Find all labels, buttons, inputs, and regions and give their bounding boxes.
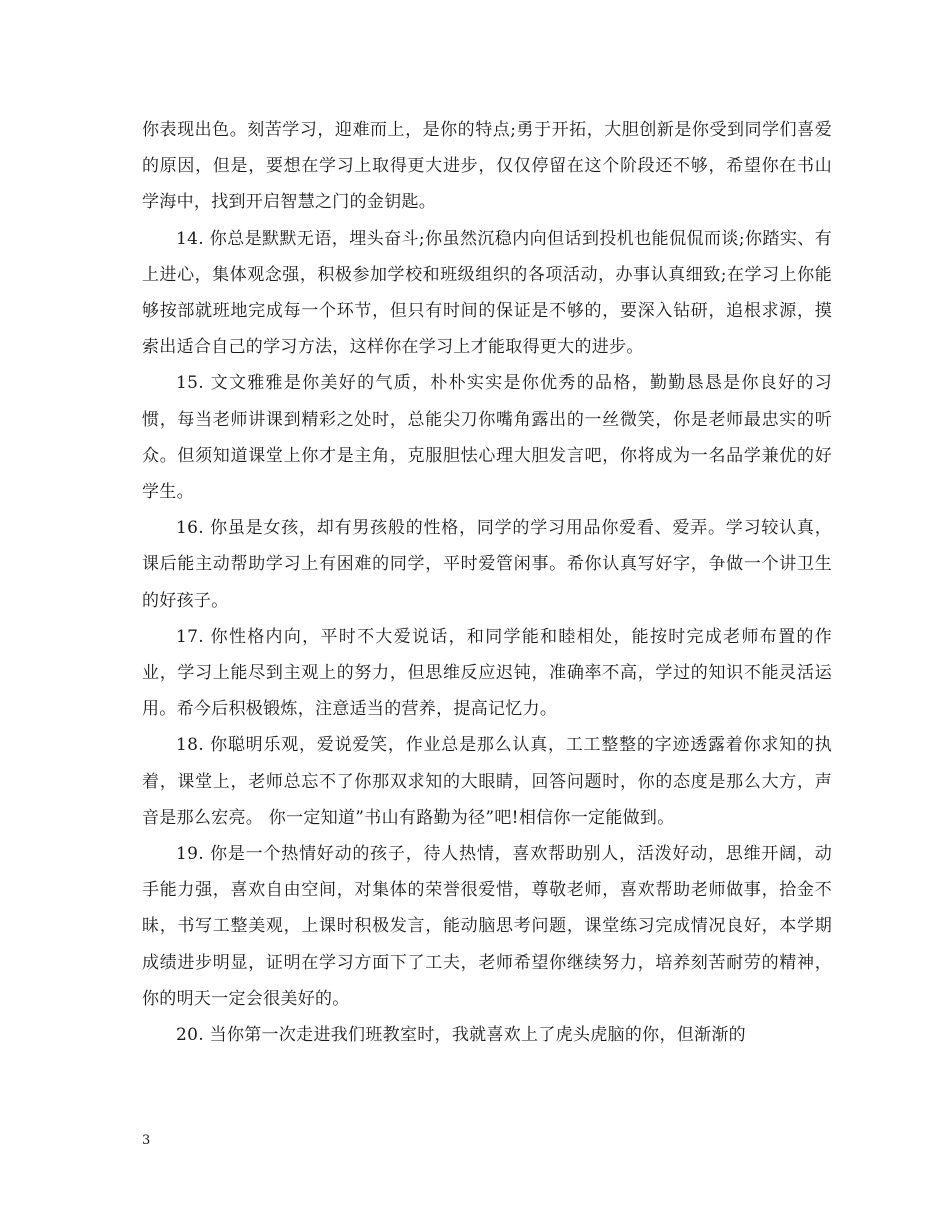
paragraph-16: 16. 你虽是女孩，却有男孩般的性格，同学的学习用品你爱看、爱弄。学习较认真，课后能主动帮助学习上有困难的同学，平时爱管闲事。希你认真写好字，争做一个讲卫生的好孩子。 <box>142 518 832 611</box>
paragraph-15: 15. 文文雅雅是你美好的气质，朴朴实实是你优秀的品格，勤勤恳恳是你良好的习惯，每当老师讲课到精彩之处时，总能尖刀你嘴角露出的一丝微笑，你是老师最忠实的听众。但须知道课堂上你才是主角，克服胆怯心理大胆发言吧，你将成为一名品学兼优的好学生。 <box>142 373 832 503</box>
paragraph-continuation: 你表现出色。刻苦学习，迎难而上，是你的特点;勇于开拓，大胆创新是你受到同学们喜爱的原因，但是，要想在学习上取得更大进步，仅仅停留在这个阶段还不够，希望你在书山学海中，找到开启智慧之门的金钥匙。 <box>142 120 832 213</box>
paragraph-20: 20. 当你第一次走进我们班教室时，我就喜欢上了虎头虎脑的你，但渐渐的 <box>176 1025 746 1046</box>
document-body <box>142 112 832 1053</box>
paragraph-14: 14. 你总是默默无语，埋头奋斗;你虽然沉稳内向但话到投机也能侃侃而谈;你踏实、有上进心，集体观念强，积极参加学校和班级组织的各项活动，办事认真细致;在学习上你能够按部就班地完成每一个环节，但只有时间的保证是不够的，要深入钻研，追根求源，摸索出适合自己的学习方法，这样你在学习上才能取得更大的进步。 <box>142 228 832 358</box>
paragraph-18: 18. 你聪明乐观，爱说爱笑，作业总是那么认真，工工整整的字迹透露着你求知的执着，课堂上，老师总忘不了你那双求知的大眼睛，回答问题时，你的态度是那么大方，声音是那么宏亮。 你一定知道”书山有路勤为径”吧!相信你一定能做到。 <box>142 735 832 828</box>
paragraph-19: 19. 你是一个热情好动的孩子，待人热情，喜欢帮助别人，活泼好动，思维开阔，动手能力强，喜欢自由空间，对集体的荣誉很爱惜，尊敬老师，喜欢帮助老师做事，拾金不昧，书写工整美观，上课时积极发言，能动脑思考问题，课堂练习完成情况良好，本学期成绩进步明显，证明在学习方面下了工夫，老师希望你继续努力，培养刻苦耐劳的精神，你的明天一定会很美好的。 <box>142 844 832 1009</box>
page-number: 3 <box>142 1133 151 1148</box>
paragraph-17: 17. 你性格内向，平时不大爱说话，和同学能和睦相处，能按时完成老师布置的作业，学习上能尽到主观上的努力，但思维反应迟钝，准确率不高，学过的知识不能灵活运用。希今后积极锻炼，注意适当的营养，提高记忆力。 <box>142 626 832 720</box>
